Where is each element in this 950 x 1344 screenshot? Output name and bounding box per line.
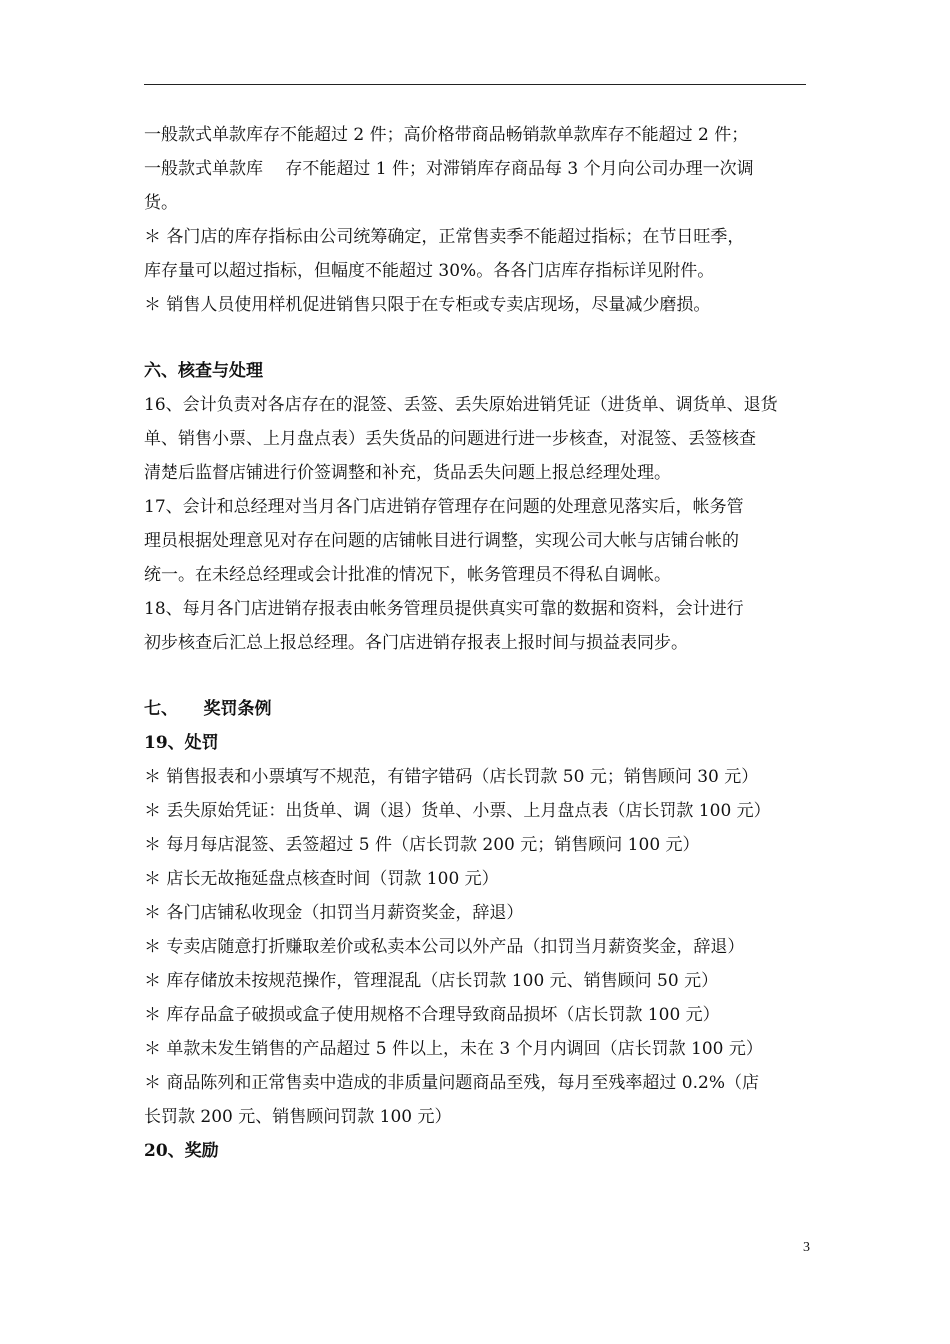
text-line: 一般款式单款库 存不能超过 1 件；对滞销库存商品每 3 个月向公司办理一次调 bbox=[144, 159, 754, 179]
penalty-item: ＊ 单款未发生销售的产品超过 5 件以上，未在 3 个月内调回（店长罚款 100 元） bbox=[144, 1039, 763, 1059]
text-line: 18、每月各门店进销存报表由帐务管理员提供真实可靠的数据和资料，会计进行 bbox=[144, 599, 744, 619]
text-line: ＊ 各门店的库存指标由公司统筹确定，正常售卖季不能超过指标；在节日旺季， bbox=[144, 227, 745, 247]
penalty-item: ＊ 库存储放未按规范操作，管理混乱（店长罚款 100 元、销售顾问 50 元） bbox=[144, 971, 719, 991]
text-line: 货。 bbox=[144, 193, 178, 213]
text-line: 单、销售小票、上月盘点表）丢失货品的问题进行进一步核查，对混签、丢签核查 bbox=[144, 429, 756, 449]
text-line: 一般款式单款库存不能超过 2 件；高价格带商品畅销款单款库存不能超过 2 件； bbox=[144, 125, 749, 145]
penalty-item: ＊ 专卖店随意打折赚取差价或私卖本公司以外产品（扣罚当月薪资奖金，辞退） bbox=[144, 937, 745, 957]
document-body bbox=[144, 118, 814, 1168]
penalty-item: ＊ 每月每店混签、丢签超过 5 件（店长罚款 200 元；销售顾问 100 元） bbox=[144, 835, 700, 855]
penalty-item: ＊ 丢失原始凭证：出货单、调（退）货单、小票、上月盘点表（店长罚款 100 元） bbox=[144, 801, 771, 821]
inventory-rules-block bbox=[144, 118, 814, 322]
text-line: 理员根据处理意见对存在问题的店铺帐目进行调整，实现公司大帐与店铺台帐的 bbox=[144, 531, 739, 551]
text-line: 统一。在未经总经理或会计批准的情况下，帐务管理员不得私自调帐。 bbox=[144, 565, 671, 585]
text-line: 清楚后监督店铺进行价签调整和补充，货品丢失问题上报总经理处理。 bbox=[144, 463, 671, 483]
section-7 bbox=[144, 692, 814, 1168]
section-heading: 七、 奖罚条例 bbox=[144, 699, 272, 719]
section-6 bbox=[144, 354, 814, 660]
penalty-item: ＊ 销售报表和小票填写不规范，有错字错码（店长罚款 50 元；销售顾问 30 元） bbox=[144, 767, 759, 787]
text-line: 初步核查后汇总上报总经理。各门店进销存报表上报时间与损益表同步。 bbox=[144, 633, 688, 653]
text-line: ＊ 销售人员使用样机促进销售只限于在专柜或专卖店现场，尽量减少磨损。 bbox=[144, 295, 711, 315]
penalty-item: ＊ 库存品盒子破损或盒子使用规格不合理导致商品损坏（店长罚款 100 元） bbox=[144, 1005, 720, 1025]
text-line: 17、会计和总经理对当月各门店进销存管理存在问题的处理意见落实后，帐务管 bbox=[144, 497, 744, 517]
penalty-item: ＊ 店长无故拖延盘点核查时间（罚款 100 元） bbox=[144, 869, 499, 889]
penalty-item: ＊ 各门店铺私收现金（扣罚当月薪资奖金，辞退） bbox=[144, 903, 524, 923]
subsection-heading: 20、奖励 bbox=[144, 1141, 219, 1161]
penalty-item: ＊ 商品陈列和正常售卖中造成的非质量问题商品至残，每月至残率超过 0.2%（店 bbox=[144, 1073, 759, 1093]
section-heading: 六、核查与处理 bbox=[144, 361, 263, 381]
text-line: 16、会计负责对各店存在的混签、丢签、丢失原始进销凭证（进货单、调货单、退货 bbox=[144, 395, 778, 415]
header-rule bbox=[144, 84, 806, 85]
page-number: 3 bbox=[803, 1240, 810, 1255]
text-line: 库存量可以超过指标，但幅度不能超过 30%。各各门店库存指标详见附件。 bbox=[144, 261, 715, 281]
penalty-item-continued: 长罚款 200 元、销售顾问罚款 100 元） bbox=[144, 1107, 452, 1127]
subsection-heading: 19、处罚 bbox=[144, 733, 219, 753]
